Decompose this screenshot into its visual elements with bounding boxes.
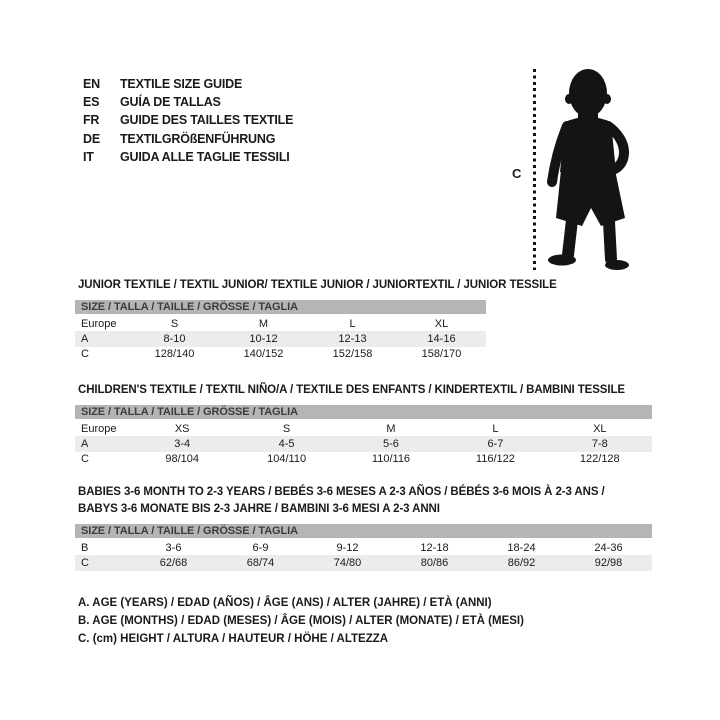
table-cell: 3-4	[174, 437, 191, 450]
table-row	[75, 436, 652, 451]
table-cell: 86/92	[507, 556, 536, 569]
size-header-bar: SIZE / TALLA / TAILLE / GRÖSSE / TAGLIA	[75, 405, 652, 419]
table-row	[75, 452, 652, 467]
table-cell: M	[258, 317, 269, 330]
table-row	[75, 331, 486, 346]
language-code: ES	[83, 95, 100, 110]
table-row	[75, 347, 486, 362]
language-code: FR	[83, 113, 100, 128]
table-cell: 152/158	[332, 348, 373, 361]
footnote-line: A. AGE (YEARS) / EDAD (AÑOS) / ÂGE (ANS) / ALTER (JAHRE) / ETÀ (ANNI)	[78, 597, 492, 609]
table-cell: 104/110	[267, 453, 307, 466]
row-label: A	[81, 332, 89, 345]
table-cell: 8-10	[163, 332, 186, 345]
table-cell: 74/80	[333, 556, 362, 569]
table-title: CHILDREN'S TEXTILE / TEXTIL NIÑO/A / TEXTILE DES ENFANTS / KINDERTEXTIL / BAMBINI TESSILE	[78, 384, 625, 396]
row-label: Europe	[81, 422, 117, 435]
row-label: A	[81, 437, 89, 450]
row-label: C	[81, 556, 89, 569]
table-title: BABIES 3-6 MONTH TO 2-3 YEARS / BEBÉS 3-6 MESES A 2-3 AÑOS / BÉBÉS 3-6 MOIS À 2-3 ANS / BABYS 3-6 MONATE BIS 2-3 JAHRE / BAMBINI 3-6 MESI A 2-3 ANNI	[78, 486, 605, 515]
height-marker-label: C	[512, 166, 522, 181]
table-cell: 98/104	[165, 453, 200, 466]
table-cell: 92/98	[594, 556, 623, 569]
footnotes	[78, 594, 524, 648]
table-cell: 128/140	[154, 348, 195, 361]
footnote-line: C. (cm) HEIGHT / ALTURA / HAUTEUR / HÖHE / ALTEZZA	[78, 633, 389, 645]
size-header-bar: SIZE / TALLA / TAILLE / GRÖSSE / TAGLIA	[75, 300, 486, 314]
language-label: TEXTILGRÖßENFÜHRUNG	[120, 131, 276, 146]
table-cell: L	[349, 317, 356, 330]
language-list	[83, 75, 293, 166]
table-cell: XL	[434, 317, 449, 330]
table-cell: 6-9	[252, 541, 269, 554]
table-cell: 12-13	[338, 332, 367, 345]
table-cell: 6-7	[487, 437, 504, 450]
table-cell: XS	[174, 422, 190, 435]
table-cell: XL	[593, 422, 607, 435]
footnote-line: B. AGE (MONTHS) / EDAD (MESES) / ÂGE (MOIS) / ALTER (MONATE) / ETÀ (MESI)	[78, 615, 524, 627]
table-title: JUNIOR TEXTILE / TEXTIL JUNIOR/ TEXTILE JUNIOR / JUNIORTEXTIL / JUNIOR TESSILE	[78, 279, 557, 291]
language-label: GUÍA DE TALLAS	[120, 95, 221, 110]
table-cell: 122/128	[579, 453, 620, 466]
language-row	[83, 93, 293, 111]
table-cell: 80/86	[420, 556, 449, 569]
language-row	[83, 75, 293, 93]
size-table-section	[75, 277, 557, 362]
table-cell: 18-24	[507, 541, 536, 554]
size-header-bar: SIZE / TALLA / TAILLE / GRÖSSE / TAGLIA	[75, 524, 652, 538]
row-label: Europe	[81, 317, 117, 330]
table-cell: 10-12	[249, 332, 278, 345]
language-row	[83, 111, 293, 129]
table-cell: S	[170, 317, 179, 330]
table-row	[75, 540, 652, 555]
row-label: B	[81, 541, 89, 554]
language-label: GUIDA ALLE TAGLIE TESSILI	[120, 149, 290, 164]
table-cell: 5-6	[383, 437, 399, 450]
table-cell: 3-6	[165, 541, 182, 554]
language-code: DE	[83, 131, 100, 146]
row-label: C	[81, 453, 89, 466]
table-cell: S	[282, 422, 291, 435]
table-cell: 4-5	[278, 437, 295, 450]
language-row	[83, 148, 293, 166]
table-cell: M	[386, 422, 396, 435]
language-label: TEXTILE SIZE GUIDE	[120, 77, 243, 92]
table-cell: 9-12	[336, 541, 359, 554]
language-row	[83, 130, 293, 148]
table-cell: 12-18	[420, 541, 449, 554]
table-row	[75, 421, 652, 436]
language-code: EN	[83, 77, 100, 92]
table-cell: 140/152	[243, 348, 284, 361]
table-cell: 24-36	[594, 541, 623, 554]
table-cell: 158/170	[421, 348, 462, 361]
language-label: GUIDE DES TAILLES TEXTILE	[120, 113, 294, 128]
table-row	[75, 316, 486, 331]
table-cell: 68/74	[246, 556, 275, 569]
table-cell: 14-16	[427, 332, 456, 345]
table-cell: L	[492, 422, 499, 435]
table-cell: 62/68	[159, 556, 188, 569]
table-cell: 7-8	[591, 437, 608, 450]
table-cell: 116/122	[475, 453, 515, 466]
size-table-section	[75, 382, 652, 467]
toddler-silhouette-icon	[545, 68, 631, 271]
table-cell: 110/116	[371, 453, 411, 466]
table-row	[75, 555, 652, 570]
size-table-section	[75, 484, 652, 571]
row-label: C	[81, 348, 89, 361]
language-code: IT	[83, 149, 94, 164]
height-dotted-line	[533, 69, 536, 270]
